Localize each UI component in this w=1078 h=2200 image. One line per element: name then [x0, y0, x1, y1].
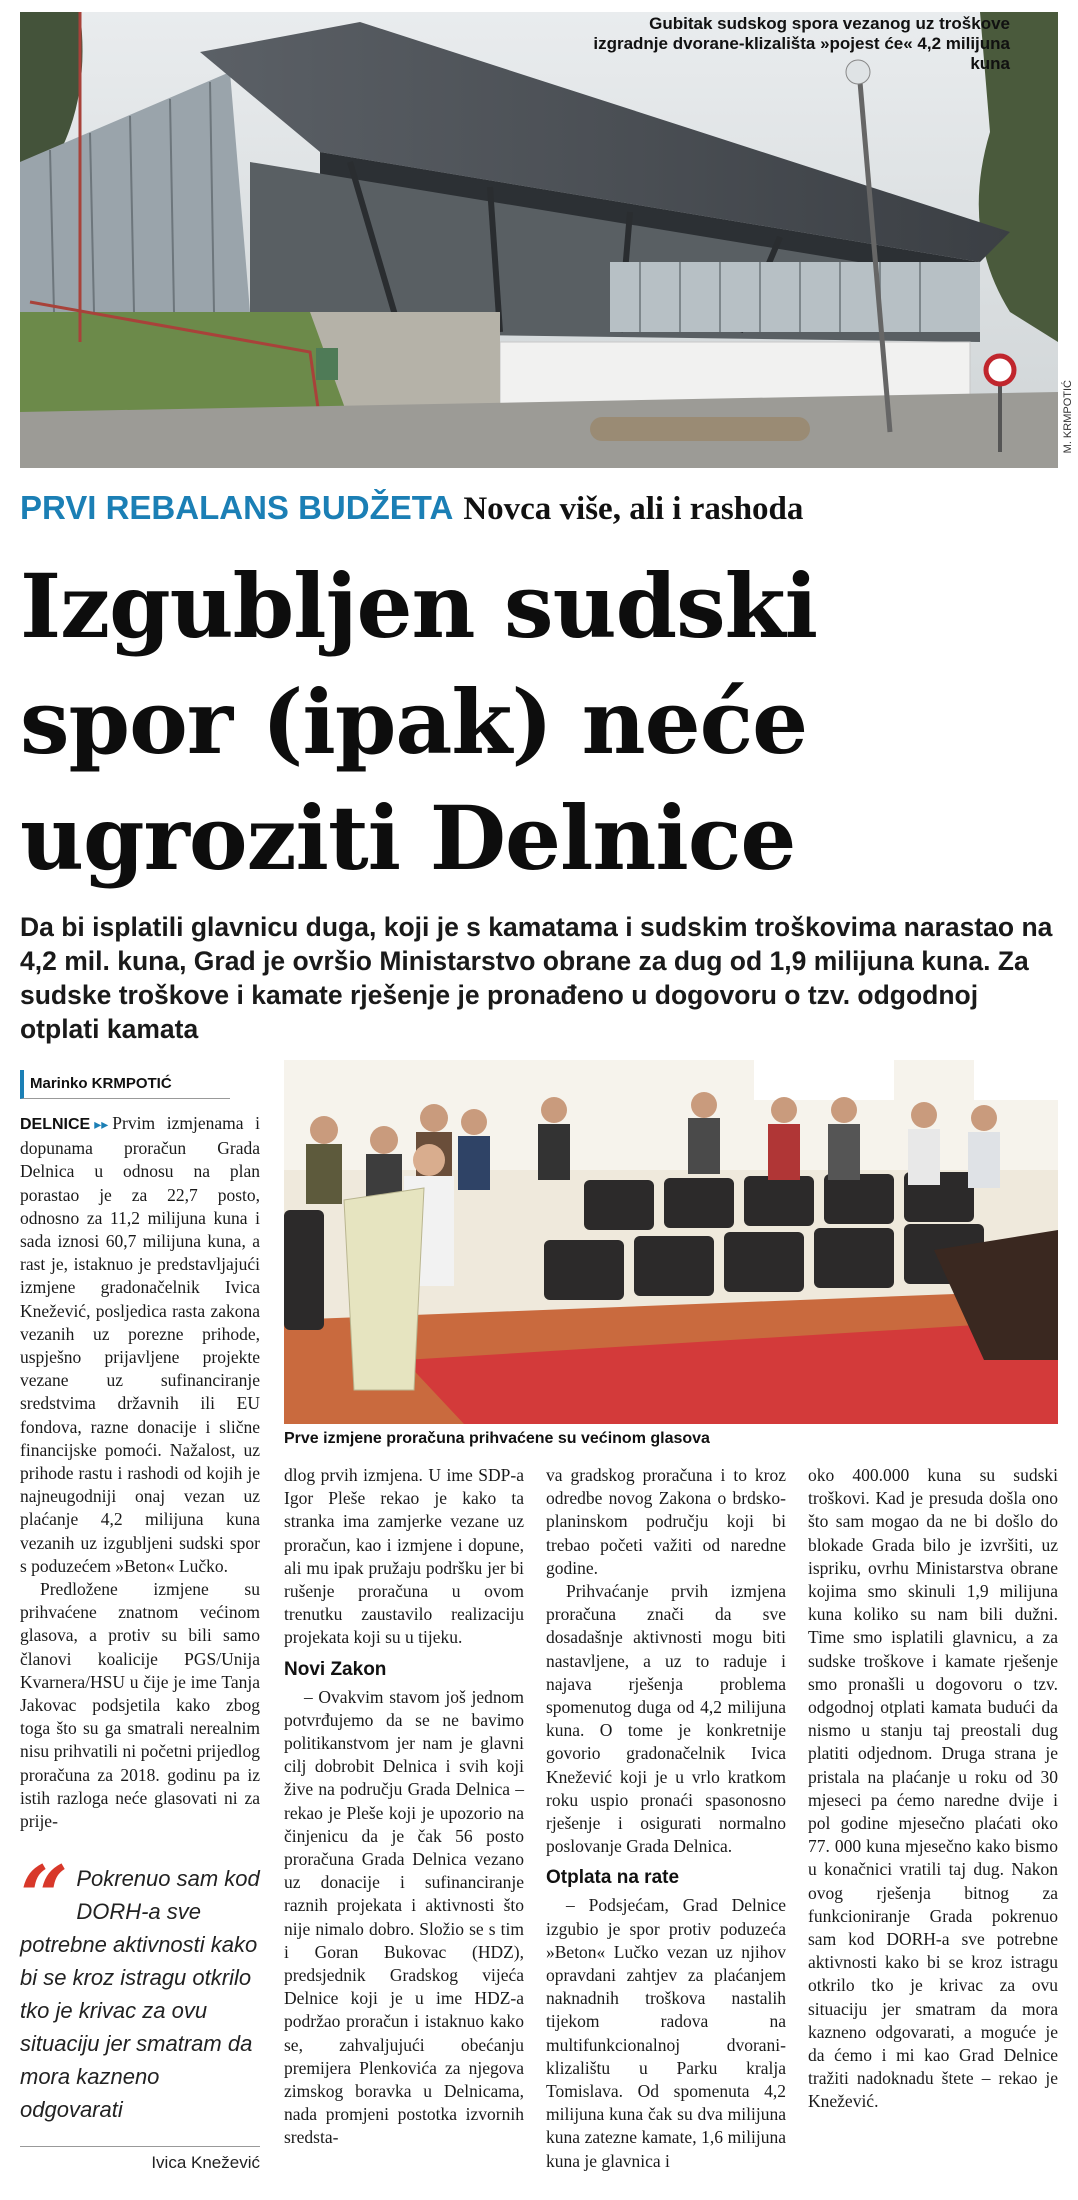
paragraph: Predložene izmjene su prihvaćene znatnom većinom glasova, a protiv su bili samo članovi koalicije PGS/Unija Kvarnera/HSU u čije je ime Tanja Jakovac podsjetila kako zbog toga što su ga smatrali nerealnim nisu prihvatili ni početni prijedlog proračuna za 2018. godinu pa iz istih razloga neće glasovati ni za prije- [20, 1579, 260, 1832]
paragraph-text: Prvim izmjenama i dopunama proračun Grada Delnica u odnosu na plan porastao je za 22,7 posto, odnosno za 11,2 milijuna kuna i sada iznosi 60,7 milijuna kuna, a rast je, istaknuo je predstavljajući izmjene gradonačelnik Ivica Knežević, posljedica rasta zakona vezanih uz porezne prihode, uspješno prijavljene projekte vezane uz sufinanciranje sredstvima državnih ili EU fondova, razne donacije i slične financijske pomoći. Nažalost, uz prihode rastu i rashodi od kojih je najneugodniji onaj vezan uz plaćanje 4,2 milijuna kuna vezanih uz izgubljeni sudski spor s poduzećem »Beton« Lučko. [20, 1113, 260, 1576]
headline-line-1: Izgubljen sudski [20, 554, 818, 658]
council-session-illustration [284, 1060, 1058, 1424]
dateline: DELNICE [20, 1116, 91, 1133]
column-4 [808, 1464, 1058, 2114]
headline-line-2: spor (ipak) neće [20, 670, 808, 774]
paragraph: oko 400.000 kuna su sudski troškovi. Kad je presuda došla ono što sam mogao da ne bi došlo do blokade Grada bilo je izvršiti, uz ispriku, ovrhu Ministarstva obrane kojima smo skinuli 1,9 milijuna kuna koliko su nam bili dužni. Time smo isplatili glavnicu, a za sudske troškove i kamate rješenje smo pronašli u dogovoru o tzv. odgodnoj otplati kamata budući da nismo u stanju taj preostali dug platiti odjednom. Druga strana je pristala na plaćanje u roku od 30 mjeseci pa ćemo naredne dvije i pol godine mjesečno plaćati oko 77. 000 kuna mjesečno kako bismo u konačnici vratili taj dug. Nakon ovog rješenja bitnog za funkcioniranje Grada pokrenuo sam kod DORH-a sve potrebne aktivnosti kako bi se kroz istragu otkrilo tko je krivac za ovu situaciju jer smatram da mora kazneno odgovarati, a moguće je da ćemo i mi kao Grad Delnice tražiti nadoknadu štete – rekao je Knežević. [808, 1465, 1058, 2112]
council-photo-caption: Prve izmjene proračuna prihvaćene su većinom glasova [284, 1430, 710, 1447]
double-arrow-icon: ▸▸ [94, 1118, 109, 1133]
top-photo-credit: M. KRMPOTIĆ [1062, 380, 1074, 454]
pull-quote-author: Ivica Knežević [20, 2146, 260, 2173]
paragraph: dlog prvih izmjena. U ime SDP-a Igor Pleše rekao je kako ta stranka ima zamjerke vezane uz proračun, kao i izmjene i dopune, ali mu ipak pružaju podršku jer bi rušenje proračuna u ovom trenutku zaustavilo realizaciju projekata koji su u tijeku. [284, 1465, 524, 1648]
paragraph [20, 1112, 260, 1578]
headline-line-3: ugroziti Delnice [20, 786, 796, 890]
headline [20, 548, 1060, 896]
kicker [20, 488, 1060, 529]
lead-paragraph: Da bi isplatili glavnicu duga, koji je s kamatama i sudskim troškovima narastao na 4,2 mil. kuna, Grad je ovršio Ministarstvo obrane za dug od 1,9 milijuna kuna. Za sudske troškove i kamate rješenje je pronađeno u dogovoru o tzv. odgodnoj otplati kamata [20, 912, 1053, 1044]
rubric-label: PRVI REBALANS BUDŽETA [20, 489, 454, 526]
quote-mark-icon: “ [20, 1847, 69, 1946]
column-2 [284, 1464, 524, 2150]
paragraph: va gradskog proračuna i to kroz odredbe novog Zakona o brdsko-planinskom području koji bi trebao početi važiti od naredne godine. [546, 1465, 786, 1578]
paragraph: – Podsjećam, Grad Delnice izgubio je spor protiv poduzeća »Beton« Lučko vezan uz njihov opravdani zahtjev za plaćanjem naknadnih troškova nastalih tijekom radova na multifunkcionalnoj dvorani-klizalištu u Parku kralja Tomislava. Od spomenuta 4,2 milijuna kuna čak su dva milijuna kuna zatezne kamate, 1,6 milijuna kuna je glavnica i [546, 1895, 786, 2171]
paragraph: Prihvaćanje prvih izmjena proračuna znači da sve dosadašnje aktivnosti mogu biti nastavljene, a uz to raduje i najava rješenja problema spomenutog duga od 4,2 milijuna kuna. O tome je konkretnije govorio gradonačelnik Ivica Knežević koji je u vrlo kratkom roku uspio pronaći spasonosno rješenje i osigurati normalno poslovanje Grada Delnica. [546, 1581, 786, 1857]
top-photo-caption: Gubitak sudskog spora vezanog uz troškove izgradnje dvorane-klizališta »pojest će« 4,2 milijuna kuna [593, 14, 1010, 73]
sports-hall-illustration [20, 12, 1058, 468]
subheading: Novi Zakon [284, 1658, 387, 1680]
pull-quote-text: Pokrenuo sam kod DORH-a sve potrebne aktivnosti kako bi se kroz istragu otkrilo tko je krivac za ovu situaciju jer smatram da mora kazneno odgovarati [20, 1866, 260, 2122]
pull-quote [20, 1847, 260, 2126]
subheading: Otplata na rate [546, 1867, 680, 1889]
byline: Marinko KRMPOTIĆ [20, 1070, 230, 1099]
council-photo [284, 1060, 1058, 1424]
top-photo [20, 12, 1058, 468]
paragraph: – Ovakvim stavom još jednom potvrđujemo da se ne bavimo politikanstvom jer nam je glavni cilj dobrobit Delnica i svih koji žive na području Grada Delnica – rekao je Pleše koji je upozorio na činjenicu da je čak 56 posto proračuna Grada Delnica vezano uz donacije i sufinanciranje raznih projekata i aktivnosti što nije nimalo dobro. Složio se s tim i Goran Bukovac (HDZ), predsjednik Gradskog vijeća Delnice koji je u ime HDZ-a podržao proračun i istaknuo kako se, zahvaljujući obećanju premijera Plenkovića za njegova zimskog boravka u Delnicama, nada promjeni postotka izvornih sredsta- [284, 1686, 524, 2148]
kicker-subtitle: Novca više, ali i rashoda [463, 491, 804, 527]
column-1 [20, 1112, 260, 1833]
column-3 [546, 1464, 786, 2173]
